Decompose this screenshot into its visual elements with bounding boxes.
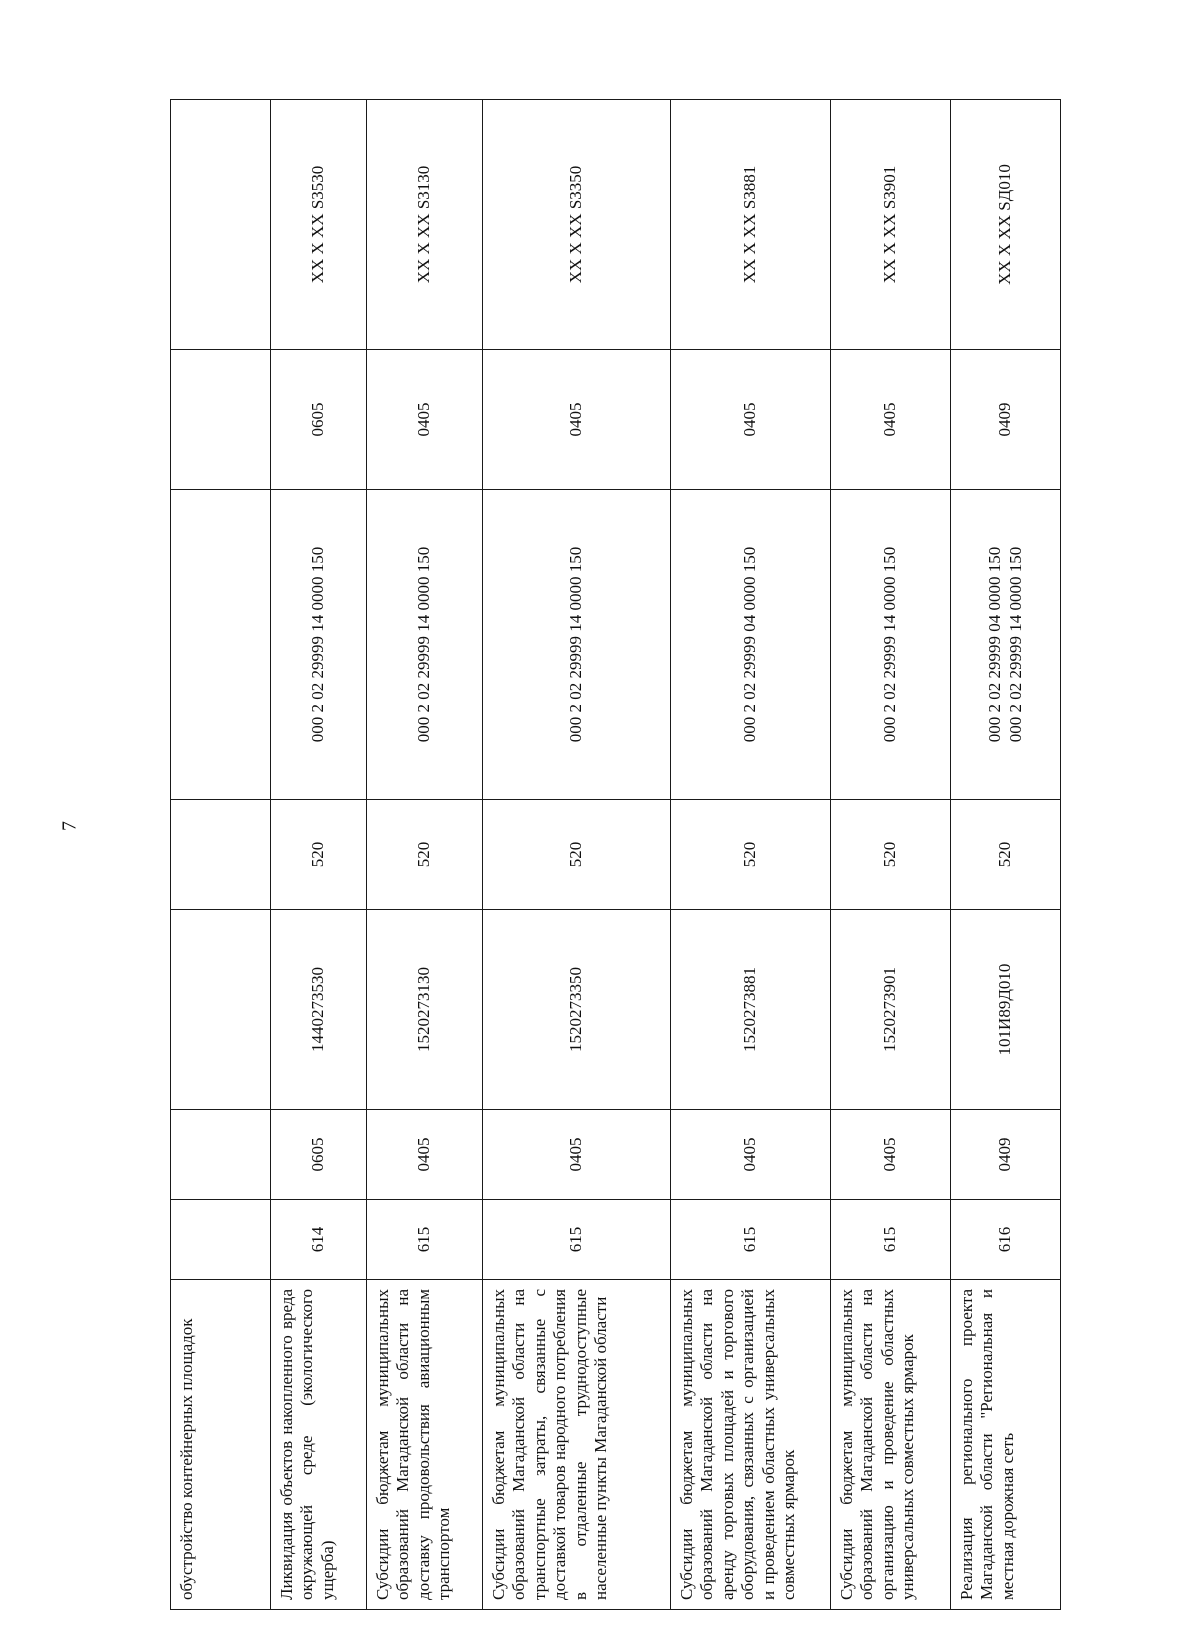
cell-grbs: 615 [831, 1200, 951, 1280]
table-row [171, 100, 271, 1610]
cell-vr: 520 [271, 800, 367, 910]
cell-vr: 520 [367, 800, 483, 910]
cell-grbs: 615 [367, 1200, 483, 1280]
income-code-line: 000 2 02 29999 14 0000 150 [1005, 546, 1025, 743]
cell-csr: 1520273350 [483, 910, 671, 1110]
cell-rzpr: 0405 [483, 1110, 671, 1200]
cell-target-code: XX X XX S3901 [831, 100, 951, 350]
cell-name: Реализация регионального проекта Магаданской области "Региональная и местная дорожная сеть [951, 1280, 1061, 1610]
cell-target-code: XX X XX SД010 [951, 100, 1061, 350]
cell-csr: 1520273881 [671, 910, 831, 1110]
cell-name: Субсидии бюджетам муниципальных образований Магаданской области на доставку продовольствия авиационным транспортом [367, 1280, 483, 1610]
cell-name: Субсидии бюджетам муниципальных образований Магаданской области на транспортные затраты, связанные с доставкой товаров народного потребления в отдаленные труднодоступные населенные пункты Магаданской области [483, 1280, 671, 1610]
cell-csr: 1520273901 [831, 910, 951, 1110]
cell-grbs: 615 [671, 1200, 831, 1280]
cell-income-code: 000 2 02 29999 14 0000 150 [271, 490, 367, 800]
cell-rzpr: 0405 [367, 1110, 483, 1200]
cell-vr: 520 [483, 800, 671, 910]
cell-vr [171, 800, 271, 910]
cell-rzpr-2: 0405 [671, 350, 831, 490]
cell-name: Субсидии бюджетам муниципальных образований Магаданской области на организацию и проведение областных универсальных совместных ярмарок [831, 1280, 951, 1610]
cell-rzpr-2: 0405 [483, 350, 671, 490]
cell-rzpr [171, 1110, 271, 1200]
cell-name: Ликвидация объектов накопленного вреда окружающей среде (экологического ущерба) [271, 1280, 367, 1610]
table-row [367, 100, 483, 1610]
cell-csr: 1520273130 [367, 910, 483, 1110]
cell-csr [171, 910, 271, 1110]
cell-income-code: 000 2 02 29999 14 0000 150 [483, 490, 671, 800]
table-row [951, 100, 1061, 1610]
cell-csr: 1440273530 [271, 910, 367, 1110]
rotated-table-wrapper [170, 100, 1060, 1610]
cell-name: обустройство контейнерных площадок [171, 1280, 271, 1610]
cell-vr: 520 [951, 800, 1061, 910]
cell-grbs [171, 1200, 271, 1280]
cell-rzpr-2: 0605 [271, 350, 367, 490]
page-number: 7 [58, 821, 81, 831]
cell-target-code: XX X XX S3130 [367, 100, 483, 350]
cell-vr: 520 [831, 800, 951, 910]
cell-rzpr-2: 0409 [951, 350, 1061, 490]
cell-name: Субсидии бюджетам муниципальных образований Магаданской области на аренду торговых площадей и торгового оборудования, связанных с организацией и проведением областных универсальных совместных ярмарок [671, 1280, 831, 1610]
table-row [671, 100, 831, 1610]
cell-income-code: 000 2 02 29999 04 0000 150 [671, 490, 831, 800]
cell-grbs: 614 [271, 1200, 367, 1280]
cell-income-code [171, 490, 271, 800]
cell-rzpr-2 [171, 350, 271, 490]
cell-rzpr: 0405 [671, 1110, 831, 1200]
cell-income-code [951, 490, 1061, 800]
cell-grbs: 616 [951, 1200, 1061, 1280]
cell-rzpr-2: 0405 [831, 350, 951, 490]
cell-vr: 520 [671, 800, 831, 910]
cell-rzpr-2: 0405 [367, 350, 483, 490]
cell-income-code: 000 2 02 29999 14 0000 150 [367, 490, 483, 800]
cell-csr: 101И89Д010 [951, 910, 1061, 1110]
cell-target-code: XX X XX S3350 [483, 100, 671, 350]
cell-rzpr: 0605 [271, 1110, 367, 1200]
table-row [831, 100, 951, 1610]
income-code-line: 000 2 02 29999 04 0000 150 [985, 546, 1005, 743]
budget-codes-table [170, 99, 1061, 1610]
cell-target-code: XX X XX S3530 [271, 100, 367, 350]
cell-rzpr: 0405 [831, 1110, 951, 1200]
table-row [271, 100, 367, 1610]
table-row [483, 100, 671, 1610]
cell-target-code [171, 100, 271, 350]
cell-income-code: 000 2 02 29999 14 0000 150 [831, 490, 951, 800]
cell-grbs: 615 [483, 1200, 671, 1280]
cell-rzpr: 0409 [951, 1110, 1061, 1200]
cell-target-code: XX X XX S3881 [671, 100, 831, 350]
